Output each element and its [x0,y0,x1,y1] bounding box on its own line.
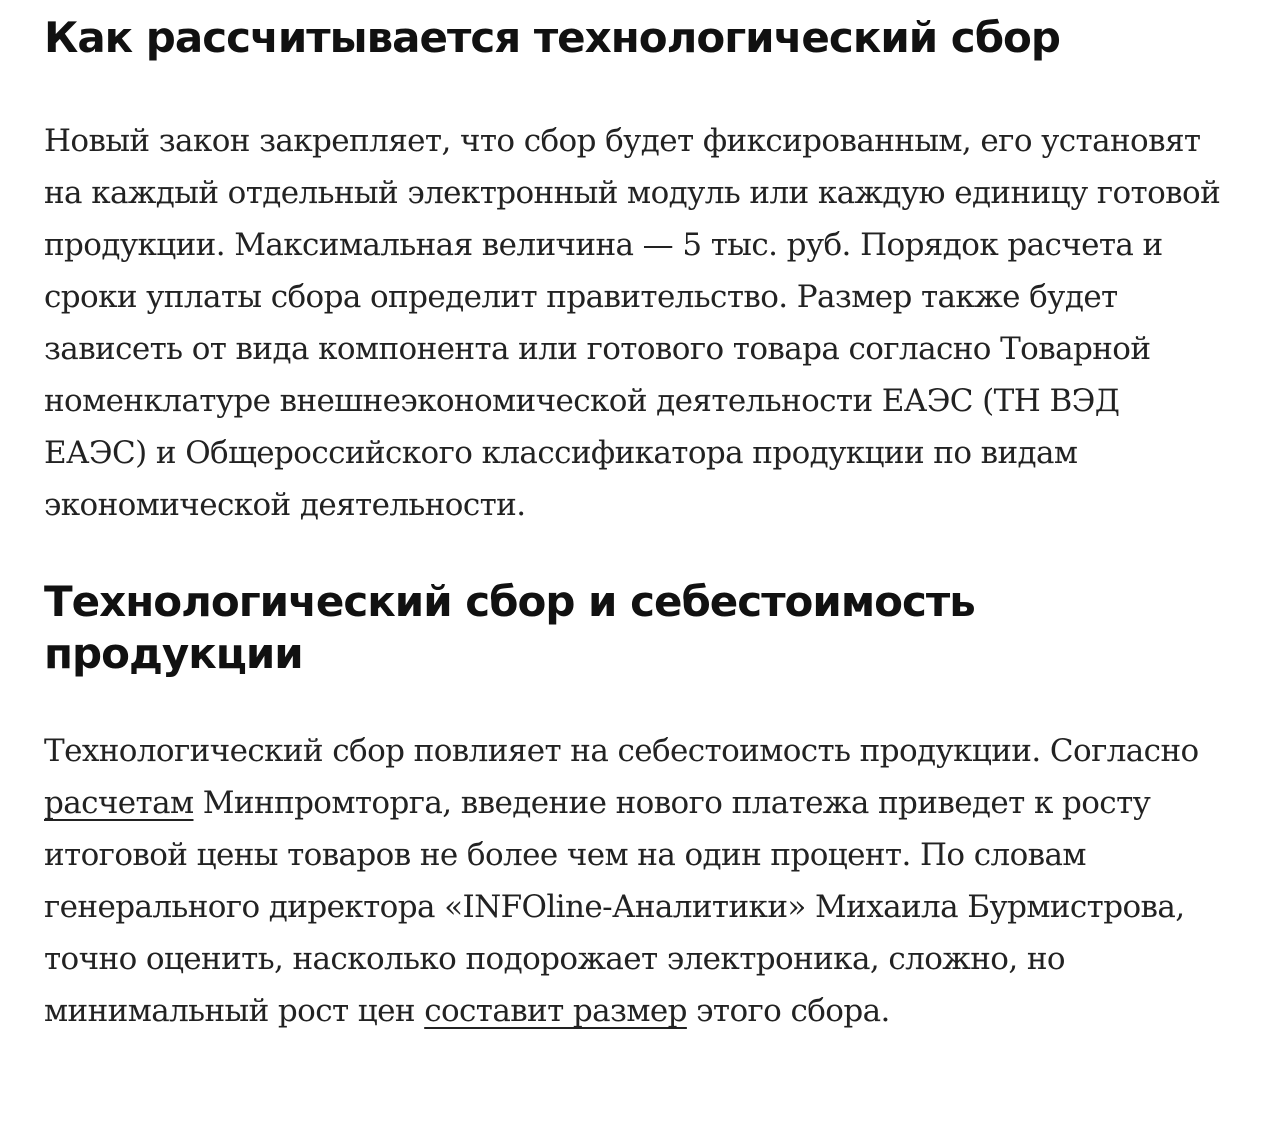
section-heading-calculation: Как рассчитывается технологический сбор [44,13,1060,62]
section-paragraph-calculation: Новый закон закрепляет, что сбор будет фиксированным, его установят на каждый отдельный электронный модуль или каждую единицу готовой продукции. Максимальная величина — 5 тыс. руб. Порядок расчета и сроки уплаты сбора определит правительство. Размер также будет зависеть от вида компонента или готового товара согласно Товарной номенклатуре внешнеэкономической деятельности ЕАЭС (ТН ВЭД ЕАЭС) и Общероссийского классификатора продукции по видам экономической деятельности. [44,123,1221,523]
article-body [44,0,1224,1037]
paragraph-text: Минпромторга, введение нового платежа приведет к росту итоговой цены товаров не более чем на один процент. По словам генерального директора «INFOline-Аналитики» Михаила Бурмистрова, точно оценить, насколько подорожает электроника, сложно, но минимальный рост цен [44,785,1185,1029]
section-heading-cost: Технологический сбор и себестоимость продукции [44,577,975,678]
section-paragraph-cost [44,725,1224,1037]
paragraph-text: этого сбора. [686,993,890,1029]
calculations-link[interactable]: расчетам [44,785,194,821]
paragraph-text: Технологический сбор повлияет на себестоимость продукции. Согласно [44,733,1199,769]
fee-size-link[interactable]: составит размер [424,993,687,1029]
